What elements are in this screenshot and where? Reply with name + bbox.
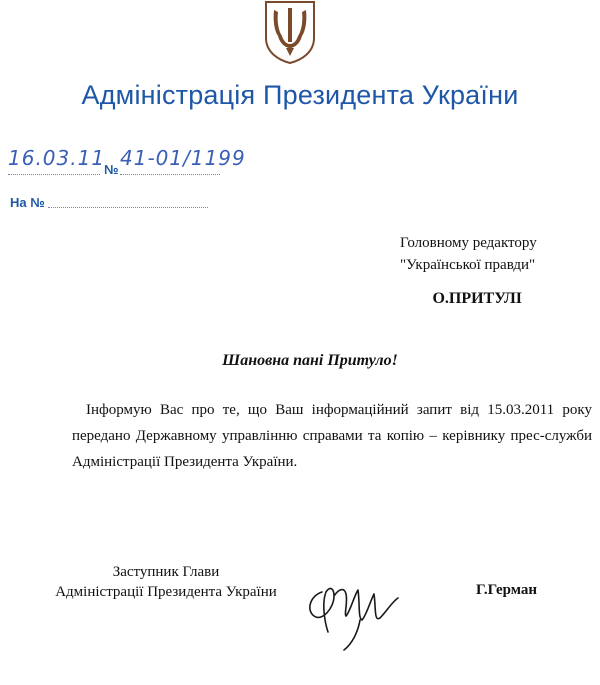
registration-number-line: [120, 174, 220, 175]
addressee-line-2: "Української правди": [400, 257, 536, 273]
addressee-block: [400, 232, 590, 276]
organization-title: Адміністрація Президента України: [81, 80, 519, 110]
signer-title-line-1: Заступник Глави: [112, 564, 220, 580]
registration-number-sign: №: [104, 162, 119, 177]
handwritten-signature-icon: [300, 562, 405, 652]
signer-title: [46, 562, 286, 602]
addressee-name: О.ПРИТУЛІ: [432, 290, 522, 307]
salutation: Шановна пані Притуло!: [222, 352, 398, 369]
signer-name: Г.Герман: [476, 582, 538, 598]
signer-title-line-2: Адміністрації Президента України: [55, 584, 277, 600]
body-paragraph: Інформую Вас про те, що Ваш інформаційний запит від 15.03.2011 року передано Державному управлінню справами та копію – керівнику прес-служби Адміністрації Президента України.: [72, 402, 592, 470]
registration-date: 16.03.11: [8, 146, 106, 170]
reference-line: [48, 207, 208, 208]
registration-date-line: [8, 174, 100, 175]
reference-label: На №: [10, 195, 45, 210]
trident-emblem-icon: [262, 0, 318, 64]
addressee-line-1: Головному редактору: [400, 235, 537, 251]
letter-body: [72, 397, 592, 475]
registration-number: 41-01/1199: [120, 146, 246, 170]
